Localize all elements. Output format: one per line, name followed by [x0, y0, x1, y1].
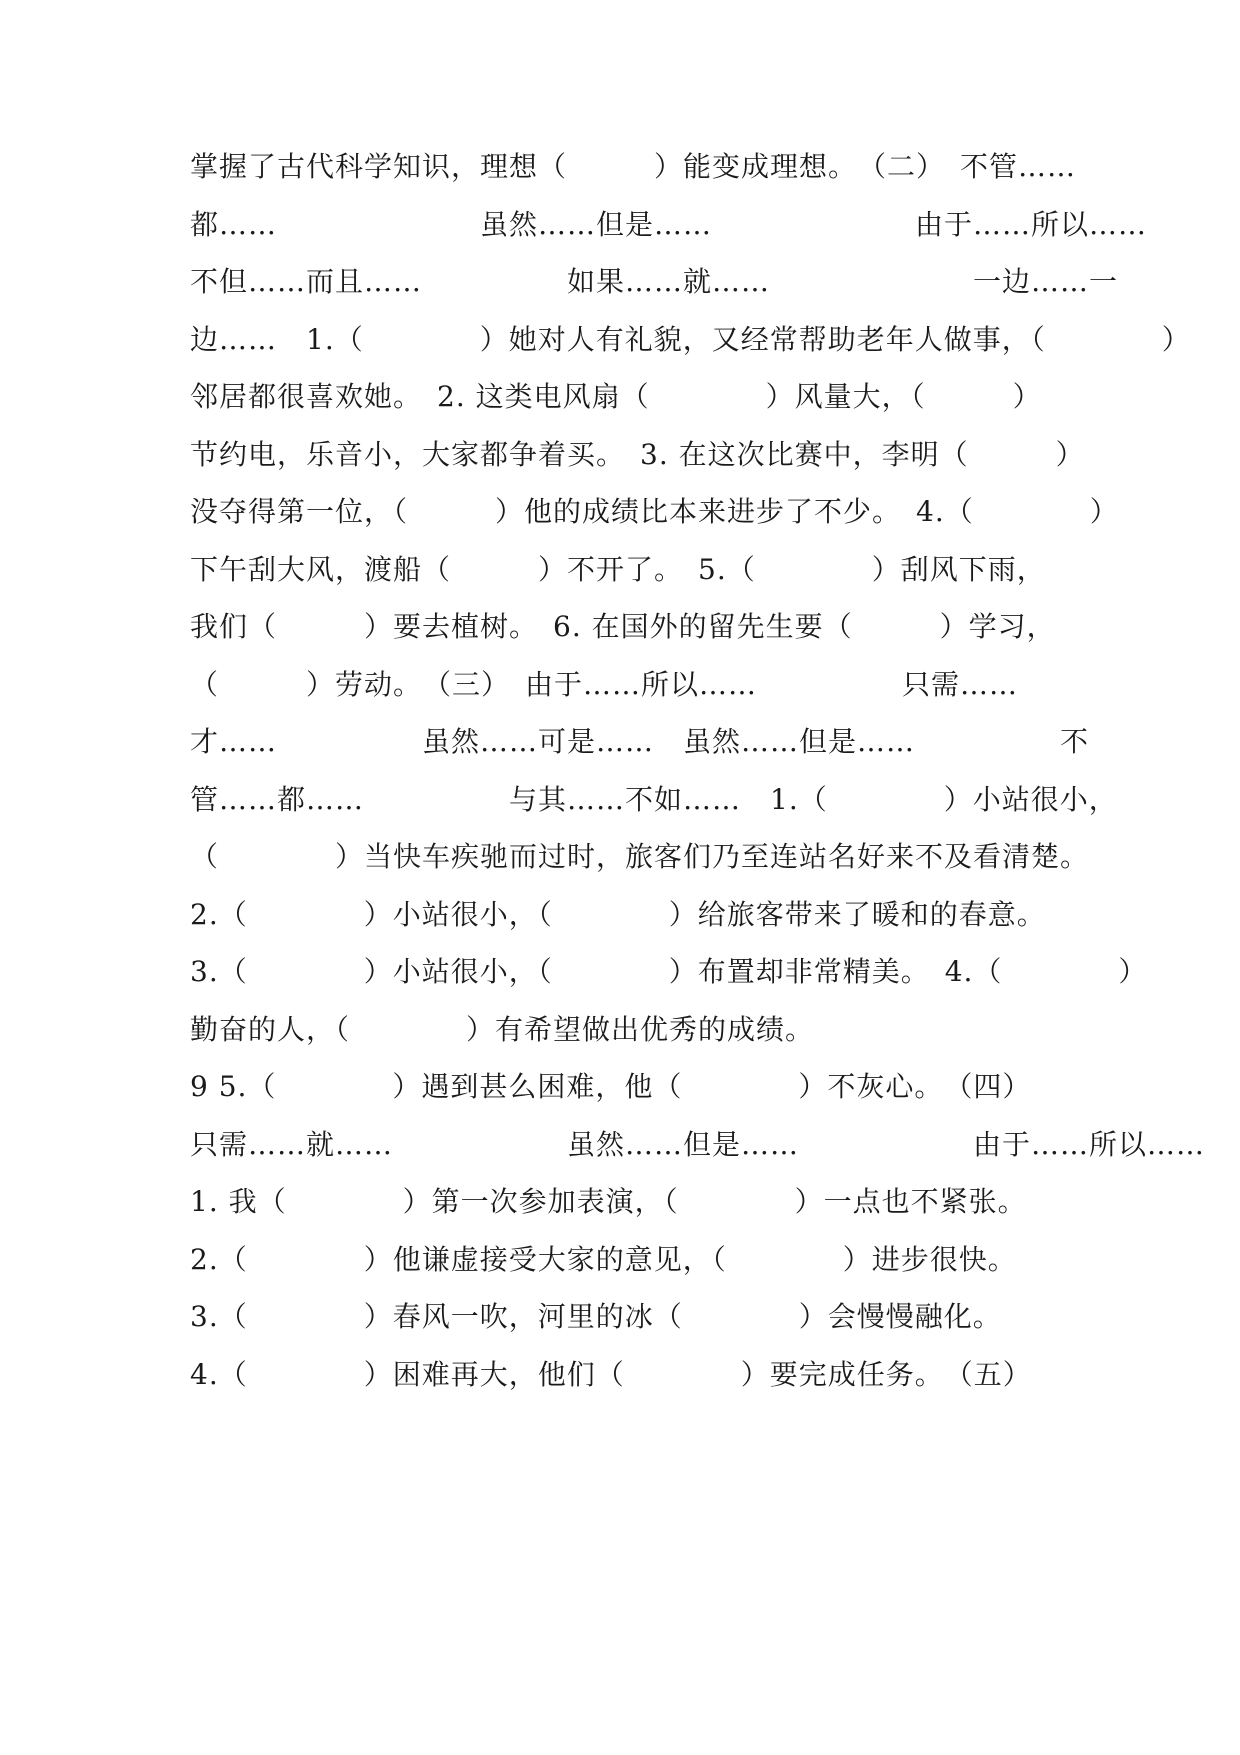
text-line-21: 3.（ ）春风一吹，河里的冰（ ）会慢慢融化。 — [190, 1300, 1002, 1333]
text-line-12: 管……都…… 与其……不如…… 1.（ ）小站很小， — [190, 783, 1118, 816]
text-line-16: 勤奋的人，（ ）有希望做出优秀的成绩。 — [190, 1013, 815, 1046]
text-line-6: 节约电，乐音小，大家都争着买。 3. 在这次比赛中，李明（ ） — [190, 438, 1085, 471]
text-line-20: 2.（ ）他谦虚接受大家的意见，（ ）进步很快。 — [190, 1243, 1017, 1276]
text-line-3: 不但……而且…… 如果……就…… 一边……一 — [190, 265, 1119, 298]
text-line-18: 只需……就…… 虽然……但是…… 由于……所以…… — [190, 1128, 1206, 1161]
text-line-17: 9 5.（ ）遇到甚么困难，他（ ）不灰心。 （四） — [190, 1070, 1032, 1103]
text-line-8: 下午刮大风，渡船（ ）不开了。 5.（ ）刮风下雨， — [190, 553, 1046, 586]
text-line-7: 没夺得第一位，（ ）他的成绩比本来进步了不少。 4.（ ） — [190, 495, 1119, 528]
text-line-9: 我们（ ）要去植树。 6. 在国外的留先生要（ ）学习， — [190, 610, 1056, 643]
text-line-1: 掌握了古代科学知识，理想（ ）能变成理想。 （二） 不管…… — [190, 150, 1077, 183]
text-line-10: （ ）劳动。 （三） 由于……所以…… 只需…… — [190, 668, 1019, 701]
text-line-2: 都…… 虽然……但是…… 由于……所以…… — [190, 208, 1148, 241]
text-line-4: 边…… 1.（ ）她对人有礼貌，又经常帮助老年人做事，（ ） — [190, 323, 1191, 356]
text-line-19: 1. 我（ ）第一次参加表演，（ ）一点也不紧张。 — [190, 1185, 1027, 1218]
text-line-15: 3.（ ）小站很小，（ ）布置却非常精美。 4.（ ） — [190, 955, 1148, 988]
text-line-13: （ ）当快车疾驰而过时，旅客们乃至连站名好来不及看清楚。 — [190, 840, 1090, 873]
text-line-14: 2.（ ）小站很小，（ ）给旅客带来了暖和的春意。 — [190, 898, 1046, 931]
text-line-11: 才…… 虽然……可是…… 虽然……但是…… 不 — [190, 725, 1090, 758]
text-line-5: 邻居都很喜欢她。 2. 这类电风扇（ ）风量大，（ ） — [190, 380, 1042, 413]
text-line-22: 4.（ ）困难再大，他们（ ）要完成任务。 （五） — [190, 1358, 1032, 1391]
